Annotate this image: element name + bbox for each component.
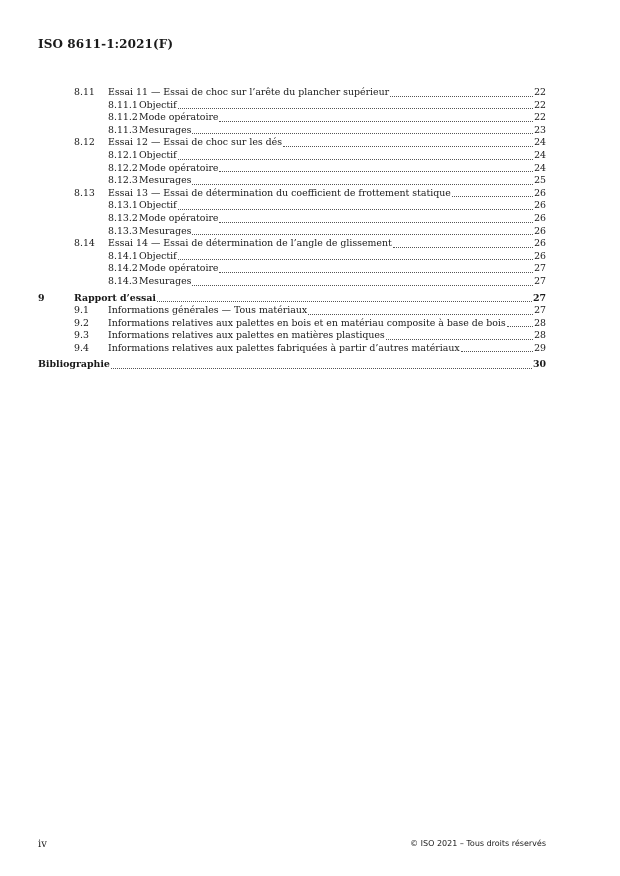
toc-entry-link[interactable] [139, 163, 546, 176]
toc-section-number: 8.11.1 [108, 99, 138, 111]
toc-row[interactable] [38, 100, 546, 113]
toc-title: Rapport d’essai [74, 292, 156, 304]
toc-title: Mesurages [139, 175, 192, 187]
toc-title: Essai 14 — Essai de détermination de l’angle de glissement [108, 238, 392, 250]
toc-row[interactable] [38, 305, 546, 318]
toc-page-number: 28 [534, 317, 546, 329]
toc-title: Essai 11 — Essai de choc sur l’arête du plancher supérieur [108, 87, 390, 98]
toc-leader-dots [283, 146, 533, 147]
toc-entry-link[interactable] [139, 251, 546, 264]
toc-page-number: 25 [534, 175, 546, 187]
toc-section-number: 8.12 [74, 137, 95, 149]
toc-page-number: 24 [534, 137, 546, 149]
toc-entry-link[interactable] [74, 293, 546, 306]
toc-leader-dots [393, 247, 533, 248]
toc-entry-link[interactable] [38, 359, 546, 372]
toc-page-number: 26 [534, 225, 546, 237]
toc-entry-link[interactable] [108, 343, 546, 356]
toc-entry-link[interactable] [139, 276, 546, 289]
toc-entry-link[interactable] [108, 318, 546, 331]
toc-section-number: 8.12.3 [108, 175, 138, 187]
toc-leader-dots [157, 301, 532, 302]
toc-leader-dots [461, 351, 533, 352]
document-id-header: ISO 8611-1:2021(F) [38, 37, 174, 51]
toc-row[interactable] [38, 125, 546, 138]
toc-leader-dots [386, 339, 533, 340]
toc-page-number: 23 [534, 124, 546, 136]
toc-title: Essai 12 — Essai de choc sur les dés [108, 137, 283, 149]
toc-leader-dots [192, 285, 533, 286]
toc-row[interactable] [38, 263, 546, 276]
toc-page-number: 26 [534, 187, 546, 199]
toc-entry-link[interactable] [139, 100, 546, 113]
toc-leader-dots [178, 159, 533, 160]
toc-title: Informations relatives aux palettes en bois et en matériau composite à base de bois [108, 317, 506, 329]
toc-section-number: 9.4 [74, 342, 89, 354]
toc-page-number: 22 [534, 99, 546, 111]
toc-title: Objectif [139, 200, 177, 212]
toc-row[interactable] [38, 87, 546, 100]
toc-page-number: 27 [532, 292, 546, 304]
toc-entry-link[interactable] [108, 188, 546, 201]
toc-row[interactable] [38, 200, 546, 213]
toc-row[interactable] [38, 251, 546, 264]
toc-entry-link[interactable] [108, 238, 546, 251]
toc-page-number: 27 [534, 275, 546, 287]
toc-section-number: 9.3 [74, 330, 89, 342]
toc-section-number: 8.13.3 [108, 225, 138, 237]
toc-page-number: 27 [534, 263, 546, 275]
toc-title: Mesurages [139, 275, 192, 287]
toc-title: Mode opératoire [139, 162, 219, 174]
toc-leader-dots [308, 314, 533, 315]
toc-page-number: 24 [534, 149, 546, 161]
toc-title: Objectif [139, 250, 177, 262]
toc-title: Mode opératoire [139, 112, 219, 124]
copyright-notice: © ISO 2021 – Tous droits réservés [410, 839, 546, 848]
toc-page-number: 26 [534, 250, 546, 262]
toc-leader-dots [192, 234, 533, 235]
toc-title: Essai 13 — Essai de détermination du coefficient de frottement statique [108, 187, 451, 199]
toc-row[interactable] [38, 163, 546, 176]
toc-page-number: 28 [534, 330, 546, 342]
toc-title: Mode opératoire [139, 263, 219, 275]
toc-title: Informations relatives aux palettes en matières plastiques [108, 330, 385, 342]
toc-row[interactable] [38, 213, 546, 226]
toc-entry-link[interactable] [139, 175, 546, 188]
toc-row[interactable] [38, 330, 546, 343]
toc-row[interactable] [38, 137, 546, 150]
toc-title: Mode opératoire [139, 212, 219, 224]
page-number: iv [38, 839, 47, 850]
toc-entry-link[interactable] [108, 137, 546, 150]
toc-entry-link[interactable] [139, 200, 546, 213]
toc-row[interactable] [38, 188, 546, 201]
toc-section-number: 8.14.3 [108, 275, 138, 287]
toc-section-number: 8.11 [74, 87, 95, 98]
toc-leader-dots [192, 133, 533, 134]
toc-title: Objectif [139, 99, 177, 111]
toc-entry-link[interactable] [139, 125, 546, 138]
toc-leader-dots [219, 171, 533, 172]
toc-entry-link[interactable] [139, 213, 546, 226]
toc-section-number: 8.14.2 [108, 263, 138, 275]
toc-entry-link[interactable] [139, 150, 546, 163]
toc-section-number: 8.11.3 [108, 124, 138, 136]
toc-page-number: 29 [534, 342, 546, 354]
toc-page-number: 26 [534, 238, 546, 250]
toc-entry-link[interactable] [139, 226, 546, 239]
toc-row[interactable] [38, 359, 546, 372]
toc-section-number: 8.11.2 [108, 112, 138, 124]
toc-leader-dots [178, 108, 533, 109]
toc-page-number: 30 [532, 359, 546, 371]
toc-title: Informations générales — Tous matériaux [108, 305, 308, 317]
toc-row[interactable] [38, 318, 546, 331]
toc-row[interactable] [38, 293, 546, 306]
toc-row[interactable] [38, 276, 546, 289]
toc-section-number: 8.13 [74, 187, 95, 199]
toc-section-number: 8.13.1 [108, 200, 138, 212]
toc-leader-dots [219, 121, 533, 122]
toc-title: Bibliographie [38, 359, 110, 371]
toc-title: Mesurages [139, 124, 192, 136]
toc-leader-dots [219, 222, 533, 223]
toc-entry-link[interactable] [139, 112, 546, 125]
toc-page-number: 22 [534, 87, 546, 98]
toc-title: Mesurages [139, 225, 192, 237]
toc-page-number: 22 [534, 112, 546, 124]
toc-row[interactable] [38, 226, 546, 239]
toc-section-number: 9 [38, 292, 45, 304]
toc-row[interactable] [38, 112, 546, 125]
toc-section-number: 9.1 [74, 305, 89, 317]
toc-leader-dots [111, 368, 532, 369]
toc-page-number: 24 [534, 162, 546, 174]
toc-section-number: 8.13.2 [108, 212, 138, 224]
toc-row[interactable] [38, 150, 546, 163]
toc-page-number: 26 [534, 212, 546, 224]
toc-page-number: 27 [534, 305, 546, 317]
toc-leader-dots [390, 96, 533, 97]
toc-leader-dots [219, 272, 533, 273]
toc-section-number: 8.12.1 [108, 149, 138, 161]
toc-row[interactable] [38, 343, 546, 356]
toc-entry-link[interactable] [108, 87, 546, 100]
table-of-contents [38, 87, 546, 372]
toc-page-number: 26 [534, 200, 546, 212]
toc-entry-link[interactable] [108, 330, 546, 343]
toc-title: Objectif [139, 149, 177, 161]
toc-section-number: 9.2 [74, 317, 89, 329]
toc-leader-dots [178, 209, 533, 210]
toc-row[interactable] [38, 175, 546, 188]
toc-leader-dots [178, 259, 533, 260]
toc-leader-dots [452, 196, 533, 197]
toc-section-number: 8.14.1 [108, 250, 138, 262]
toc-leader-dots [507, 326, 533, 327]
toc-row[interactable] [38, 238, 546, 251]
toc-section-number: 8.12.2 [108, 162, 138, 174]
toc-section-number: 8.14 [74, 238, 95, 250]
toc-entry-link[interactable] [139, 263, 546, 276]
toc-leader-dots [192, 184, 533, 185]
toc-entry-link[interactable] [108, 305, 546, 318]
toc-title: Informations relatives aux palettes fabriquées à partir d’autres matériaux [108, 342, 460, 354]
